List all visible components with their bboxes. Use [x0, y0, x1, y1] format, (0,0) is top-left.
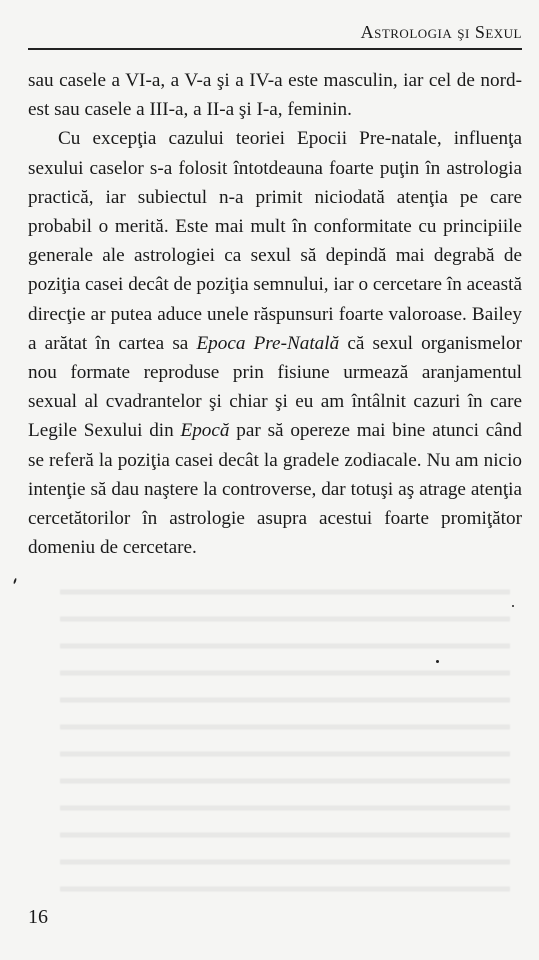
page-number: 16 [28, 906, 48, 928]
running-header [28, 18, 522, 50]
paragraph-2-text-c: par să opereze mai bine atunci când se referă la poziţia casei decât la gradele zodiacale. Nu am nicio intenţie să dau naştere la controverse, dar totuşi aş atrage atenţia cercetătorilor în astrologie asupra acestui foarte promiţător domeniu de cercetare. [28, 420, 522, 559]
scan-speck [13, 578, 17, 584]
reverse-side-show-through [60, 575, 510, 905]
paragraph-2-text-a: Cu excepţia cazului teoriei Epocii Pre-natale, influenţa sexului caselor s-a folosit întotdeauna foarte puţin în astrologia practică, iar subiectul n-a primit niciodată atenţia pe care probabil o merită. Este mai mult în conformitate cu principiile generale ale astrologiei ca sexul să depindă mai degrabă de poziţia casei decât de poziţia semnului, iar o cercetare în această direcţie ar putea aduce unele răspunsuri foarte valoroase. Bailey a arătat în cartea sa [28, 128, 522, 354]
paragraph-1: sau casele a VI-a, a V-a şi a IV-a este masculin, iar cel de nord-est sau casele a III-a, a II-a şi I-a, feminin. [28, 70, 522, 121]
paragraph-2-text-b: că sexul organismelor nou formate reproduse prin fisiune urmează aranjamentul sexual al cvadrantelor şi chiar şi eu am întâlnit cazuri în care Legile Sexului din [28, 332, 523, 442]
paragraph-2 [28, 124, 522, 562]
scan-speck [512, 605, 514, 607]
chapter-title: Astrologia şi Sexul [360, 22, 522, 42]
book-title-epoca-pre-natala: Epoca Pre-Natală [196, 332, 340, 354]
scan-speck [436, 660, 439, 663]
book-title-epoca: Epocă [180, 420, 230, 442]
body-text [28, 66, 522, 562]
